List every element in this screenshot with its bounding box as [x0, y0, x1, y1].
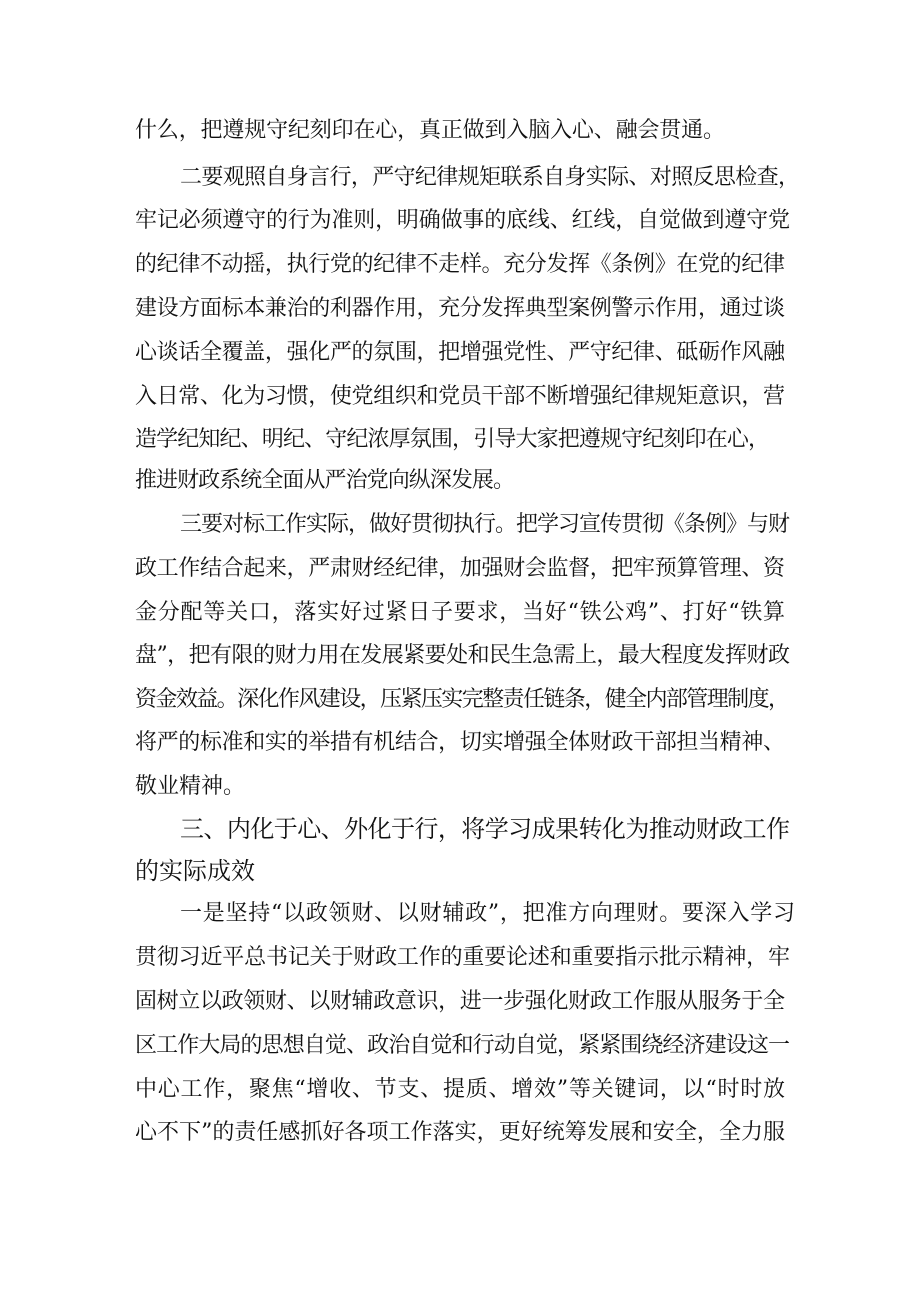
- body-line: 造学纪知纪、明纪、守纪浓厚氛围，引导大家把遵规守纪刻印在心，: [135, 427, 770, 452]
- body-line: 金分配等关口，落实好过紧日子要求，当好“铁公鸡”、打好“铁算: [135, 600, 786, 625]
- body-line: 政工作结合起来，严肃财经纪律，加强财会监督，把牢预算管理、资: [135, 556, 785, 581]
- body-line: 二要观照自身言行，严守纪律规矩联系自身实际、对照反思检查，: [180, 165, 800, 190]
- body-line: 的纪律不动摇，执行党的纪律不走样。充分发挥《条例》在党的纪律: [135, 252, 785, 277]
- body-line: 一是坚持“以政领财、以财辅政”，把准方向理财。要深入学习: [180, 901, 796, 926]
- body-line: 将严的标准和实的举措有机结合，切实增强全体财政干部担当精神、: [135, 730, 785, 755]
- body-line: 盘”，把有限的财力用在发展紧要处和民生急需上，最大程度发挥财政: [135, 643, 790, 668]
- body-line: 心谈话全覆盖，强化严的氛围，把增强党性、严守纪律、砥砺作风融: [135, 340, 785, 365]
- body-line: 心不下”的责任感抓好各项工作落实，更好统筹发展和安全，全力服: [135, 1120, 786, 1145]
- body-line: 入日常、化为习惯，使党组织和党员干部不断增强纪律规矩意识，营: [135, 384, 785, 409]
- body-line: 牢记必须遵守的行为准则，明确做事的底线、红线，自觉做到遵守党: [135, 208, 790, 233]
- body-line: 三要对标工作实际，做好贯彻执行。把学习宣传贯彻《条例》与财: [180, 512, 789, 537]
- body-line: 中心工作，聚焦“增收、节支、提质、增效”等关键词，以“时时放: [135, 1077, 786, 1102]
- section-heading: 三、内化于心、外化于行，将学习成果转化为推动财政工作: [180, 815, 790, 843]
- body-line: 资金效益。深化作风建设，压紧压实完整责任链条，健全内部管理制度，: [135, 687, 789, 712]
- body-line: 贯彻习近平总书记关于财政工作的重要论述和重要指示批示精神，牢: [135, 945, 790, 970]
- body-line: 什么，把遵规守纪刻印在心，真正做到入脑入心、融会贯通。: [135, 118, 725, 143]
- body-line: 推进财政系统全面从严治党向纵深发展。: [135, 468, 515, 493]
- body-line: 建设方面标本兼治的利器作用，充分发挥典型案例警示作用，通过谈: [135, 296, 785, 321]
- body-line: 敬业精神。: [135, 774, 245, 799]
- body-line: 固树立以政领财、以财辅政意识，进一步强化财政工作服从服务于全: [135, 989, 785, 1014]
- body-line: 区工作大局的思想自觉、政治自觉和行动自觉，紧紧围绕经济建设这一: [135, 1033, 790, 1058]
- section-heading: 的实际成效: [135, 857, 255, 885]
